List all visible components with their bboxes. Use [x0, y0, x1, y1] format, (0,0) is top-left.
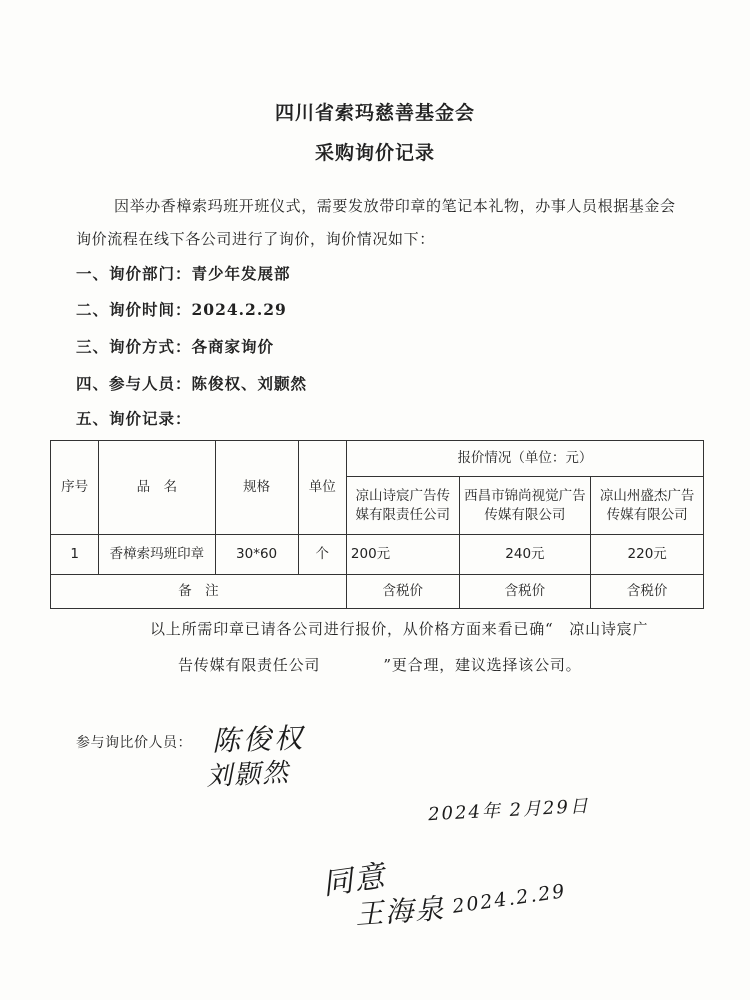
- item-label: 三、询价方式：: [76, 337, 192, 356]
- item-method: [76, 335, 274, 357]
- participants-label: 参与询比价人员：: [76, 735, 192, 751]
- header-unit: 单位: [298, 441, 346, 535]
- item-label: 一、询价部门：: [76, 264, 192, 283]
- item-label: 五、询价记录：: [76, 409, 192, 428]
- approver-signature: 王海泉: [354, 891, 447, 932]
- intro-paragraph: 因举办香樟索玛班开班仪式，需要发放带印章的笔记本礼物，办事人员根据基金会询价流程在线下各公司进行了询价，询价情况如下：: [76, 197, 676, 248]
- header-name: 品 名: [99, 441, 215, 535]
- item-label: 二、询价时间：: [76, 300, 192, 319]
- cell-price-1: 200元: [346, 535, 459, 575]
- header-spec: 规格: [215, 441, 298, 535]
- header-no: 序号: [51, 441, 99, 535]
- handwritten-date: 2024年 2月29日: [427, 795, 591, 826]
- remarks-label: 备 注: [51, 575, 347, 609]
- conclusion-line-1: 以上所需印章已请各公司进行报价，从价格方面来看已确“ 凉山诗宸广: [150, 620, 649, 638]
- header-quote-group: 报价情况（单位：元）: [346, 441, 703, 477]
- item-value: 陈俊权、刘颢然: [191, 374, 308, 393]
- item-participants: [76, 372, 307, 394]
- item-records: [76, 407, 192, 429]
- header-vendor-1: 凉山诗宸广告传媒有限责任公司: [346, 477, 459, 535]
- quote-table: [50, 440, 704, 609]
- doc-title: 采购询价记录: [314, 142, 435, 164]
- remarks-note-3: 含税价: [591, 575, 704, 609]
- participant-signature-1: 陈俊权: [211, 721, 306, 758]
- item-value: 各商家询价: [191, 337, 275, 356]
- remarks-note-2: 含税价: [459, 575, 591, 609]
- cell-unit: 个: [298, 535, 346, 575]
- conclusion-line-2: 告传媒有限责任公司 ”更合理，建议选择该公司。: [178, 656, 582, 674]
- item-value: 青少年发展部: [191, 264, 291, 283]
- item-department: [76, 262, 291, 284]
- cell-spec: 30*60: [215, 535, 298, 575]
- header-vendor-2: 西昌市锦尚视觉广告传媒有限公司: [459, 477, 591, 535]
- cell-name: 香樟索玛班印章: [99, 535, 215, 575]
- header-vendor-3: 凉山州盛杰广告传媒有限公司: [591, 477, 704, 535]
- cell-price-2: 240元: [459, 535, 591, 575]
- org-title: 四川省索玛慈善基金会: [274, 102, 475, 124]
- remarks-note-1: 含税价: [346, 575, 459, 609]
- item-label: 四、参与人员：: [76, 374, 192, 393]
- approval-word: 同意: [320, 858, 389, 903]
- item-value: 2024.2.29: [191, 300, 287, 319]
- cell-price-3: 220元: [591, 535, 704, 575]
- item-time: [76, 298, 287, 320]
- approval-date: 2024.2.29: [451, 880, 568, 918]
- participant-signature-2: 刘颢然: [205, 757, 291, 793]
- cell-no: 1: [51, 535, 99, 575]
